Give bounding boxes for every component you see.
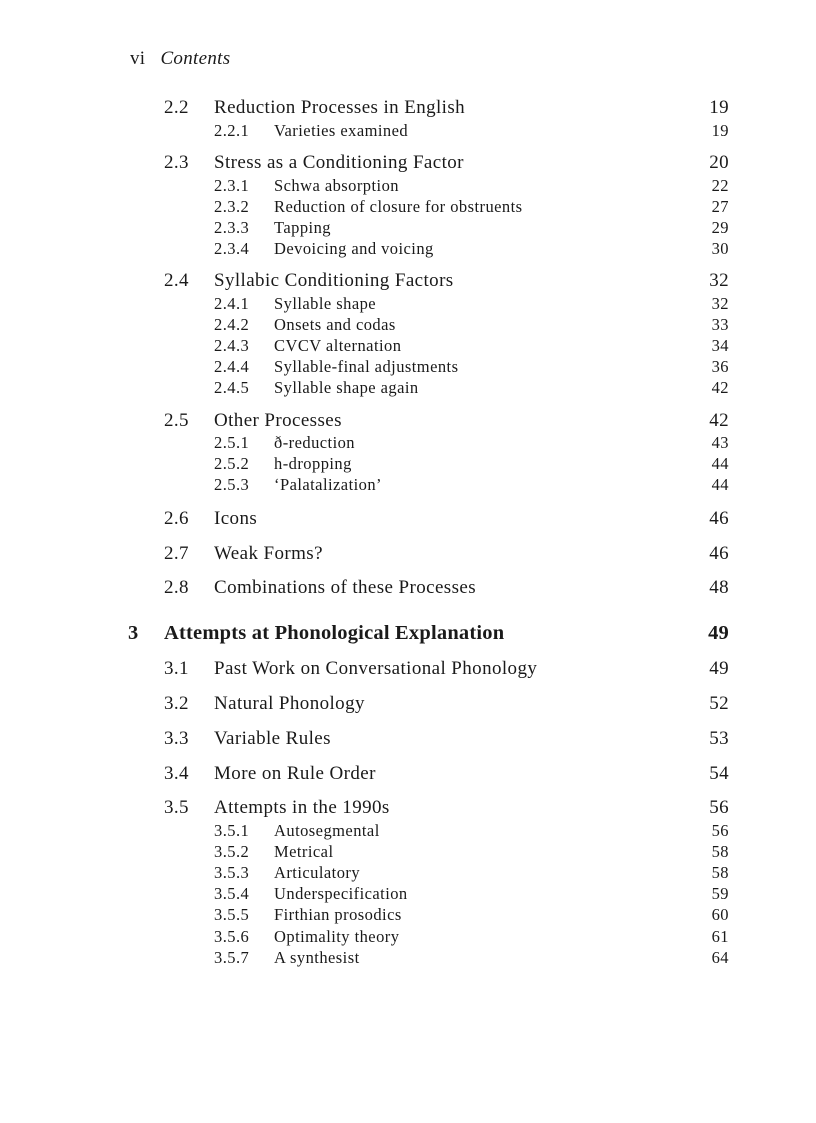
subsection-number: 2.4.4 xyxy=(214,357,250,376)
page-ref: 58 xyxy=(711,842,729,861)
subsection-title: Reduction of closure for obstruents xyxy=(274,197,523,216)
subsection-title: ð-reduction xyxy=(274,433,356,452)
page-header xyxy=(130,48,230,70)
subsection-title: Syllable shape again xyxy=(274,378,419,397)
subsection-number: 2.4.2 xyxy=(214,315,250,334)
page-ref: 54 xyxy=(709,763,729,784)
page-ref: 32 xyxy=(711,294,729,313)
subsection-number: 2.3.4 xyxy=(214,239,250,258)
page-ref: 52 xyxy=(709,693,729,714)
subsection-title: A synthesist xyxy=(274,948,360,967)
subsection-title: Articulatory xyxy=(274,863,361,882)
page-ref: 44 xyxy=(711,454,729,473)
page-ref: 60 xyxy=(711,905,729,924)
section-title: Past Work on Conversational Phonology xyxy=(214,658,538,679)
page-ref: 32 xyxy=(709,270,729,291)
page-ref: 29 xyxy=(711,218,729,237)
subsection-title: Metrical xyxy=(274,842,334,861)
subsection-number: 2.4.5 xyxy=(214,378,250,397)
page-ref: 58 xyxy=(711,863,729,882)
subsection-number: 2.3.2 xyxy=(214,197,250,216)
page-ref: 48 xyxy=(709,577,729,598)
subsection-title: Underspecification xyxy=(274,884,408,903)
section-number: 2.4 xyxy=(164,270,189,291)
subsection-title: ‘Palatalization’ xyxy=(274,475,382,494)
subsection-number: 3.5.2 xyxy=(214,842,250,861)
subsection-title: Optimality theory xyxy=(274,927,400,946)
page-ref: 42 xyxy=(711,378,729,397)
page-ref: 53 xyxy=(709,728,729,749)
section-number: 2.3 xyxy=(164,152,189,173)
subsection-title: Schwa absorption xyxy=(274,176,399,195)
section-title: Syllabic Conditioning Factors xyxy=(214,270,454,291)
page-number: vi xyxy=(130,48,146,69)
subsection-number: 3.5.5 xyxy=(214,905,250,924)
page-ref: 59 xyxy=(711,884,729,903)
section-number: 2.2 xyxy=(164,97,189,118)
page-ref: 34 xyxy=(711,336,729,355)
page-ref: 44 xyxy=(711,475,729,494)
subsection-number: 3.5.1 xyxy=(214,821,250,840)
chapter-number: 3 xyxy=(128,622,139,644)
page-ref: 30 xyxy=(711,239,729,258)
subsection-number: 2.5.2 xyxy=(214,454,250,473)
subsection-title: Devoicing and voicing xyxy=(274,239,434,258)
subsection-title: Autosegmental xyxy=(274,821,380,840)
section-title: Stress as a Conditioning Factor xyxy=(214,152,464,173)
page-ref: 33 xyxy=(711,315,729,334)
section-number: 3.3 xyxy=(164,728,189,749)
section-title: Natural Phonology xyxy=(214,693,365,714)
section-number: 3.4 xyxy=(164,763,189,784)
page-ref: 56 xyxy=(709,797,729,818)
page-ref: 56 xyxy=(711,821,729,840)
page-ref: 61 xyxy=(711,927,729,946)
subsection-number: 3.5.6 xyxy=(214,927,250,946)
page-ref: 36 xyxy=(711,357,729,376)
chapter-title: Attempts at Phonological Explanation xyxy=(164,622,505,644)
section-title: Other Processes xyxy=(214,410,342,431)
subsection-title: Varieties examined xyxy=(274,121,409,140)
section-title: Weak Forms? xyxy=(214,543,323,564)
subsection-number: 3.5.3 xyxy=(214,863,250,882)
section-number: 3.2 xyxy=(164,693,189,714)
section-number: 2.6 xyxy=(164,508,189,529)
section-number: 3.5 xyxy=(164,797,189,818)
section-title: Attempts in the 1990s xyxy=(214,797,390,818)
subsection-title: Onsets and codas xyxy=(274,315,396,334)
subsection-number: 2.4.3 xyxy=(214,336,250,355)
section-title: Variable Rules xyxy=(214,728,331,749)
page-ref: 20 xyxy=(709,152,729,173)
subsection-title: CVCV alternation xyxy=(274,336,402,355)
section-title: Icons xyxy=(214,508,258,529)
subsection-number: 3.5.7 xyxy=(214,948,250,967)
running-title: Contents xyxy=(160,48,231,69)
page-ref: 49 xyxy=(709,658,729,679)
subsection-title: Tapping xyxy=(274,218,331,237)
page-ref: 64 xyxy=(711,948,729,967)
page-ref: 42 xyxy=(709,410,729,431)
subsection-title: h-dropping xyxy=(274,454,352,473)
subsection-title: Syllable shape xyxy=(274,294,377,313)
page-ref: 49 xyxy=(708,622,729,644)
page-ref: 22 xyxy=(711,176,729,195)
section-number: 2.5 xyxy=(164,410,189,431)
subsection-number: 2.3.3 xyxy=(214,218,250,237)
subsection-number: 2.4.1 xyxy=(214,294,250,313)
page-ref: 43 xyxy=(711,433,729,452)
section-number: 2.7 xyxy=(164,543,189,564)
page-ref: 46 xyxy=(709,508,729,529)
subsection-title: Firthian prosodics xyxy=(274,905,402,924)
subsection-number: 2.5.3 xyxy=(214,475,250,494)
section-number: 2.8 xyxy=(164,577,189,598)
section-number: 3.1 xyxy=(164,658,189,679)
section-title: Reduction Processes in English xyxy=(214,97,466,118)
page-ref: 19 xyxy=(709,97,729,118)
subsection-number: 2.5.1 xyxy=(214,433,250,452)
page-ref: 27 xyxy=(711,197,729,216)
page-ref: 19 xyxy=(711,121,729,140)
page-ref: 46 xyxy=(709,543,729,564)
subsection-number: 2.2.1 xyxy=(214,121,250,140)
subsection-title: Syllable-final adjustments xyxy=(274,357,459,376)
subsection-number: 2.3.1 xyxy=(214,176,250,195)
section-title: More on Rule Order xyxy=(214,763,376,784)
section-title: Combinations of these Processes xyxy=(214,577,477,598)
subsection-number: 3.5.4 xyxy=(214,884,250,903)
